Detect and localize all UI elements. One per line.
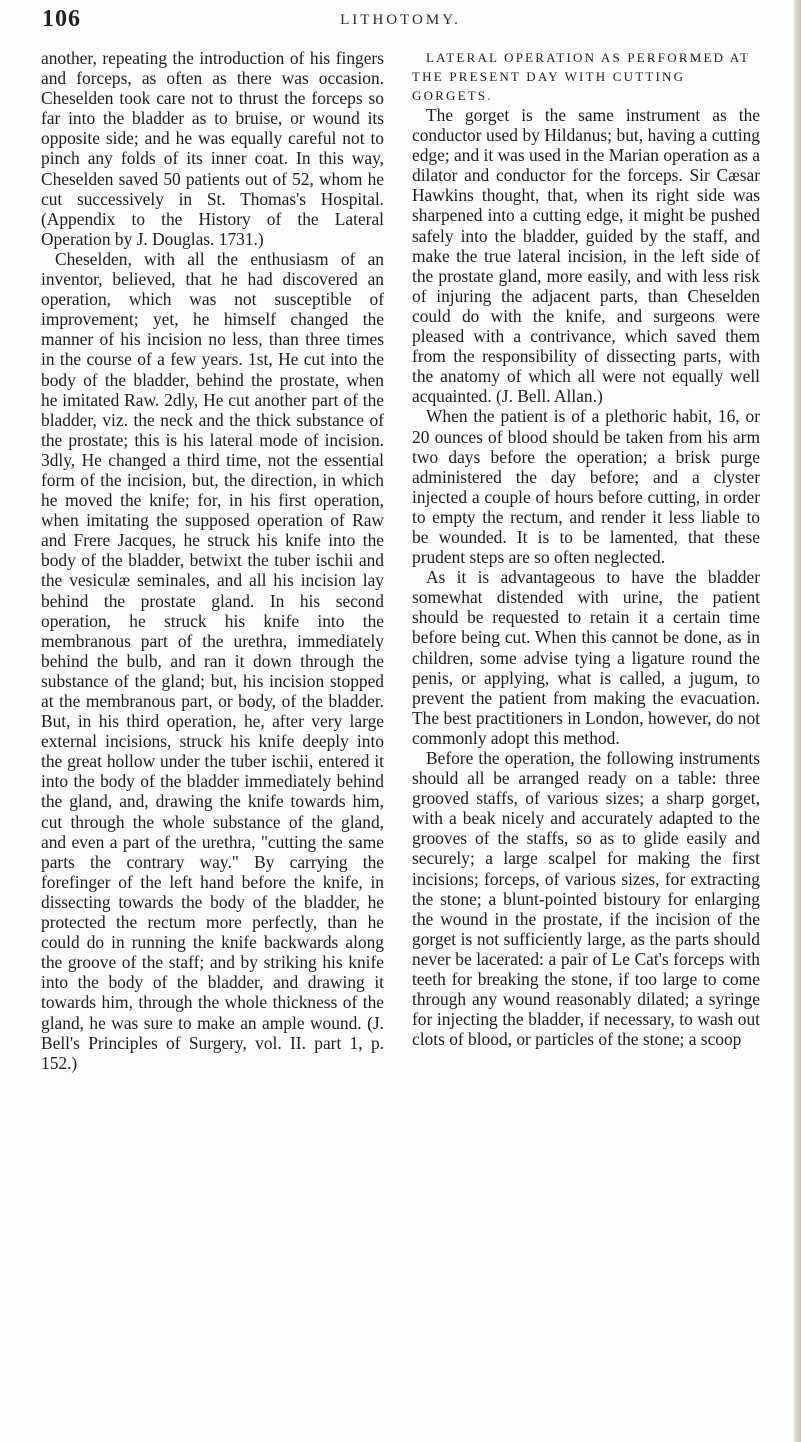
right-paragraph-3: As it is advantageous to have the bladder somewhat distended with urine, the patient should be requested to retain it a certain time before being cut. When this cannot be done, as in children, some advise tying a ligature round the penis, or applying, what is called, a jugum, to prevent the patient from making the evacuation. The best practitioners in London, however, do not commonly adopt this method. [412,567,760,748]
right-column [412,48,760,1418]
right-paragraph-4: Before the operation, the following instruments should all be arranged ready on a table: three grooved staffs, of various sizes; a sharp gorget, with a beak nicely and accurately adapted to the grooves of the staffs, so as to glide easily and securely; a large scalpel for making the first incisions; forceps, of various sizes, for extracting the stone; a blunt-pointed bistoury for enlarging the wound in the prostate, if the incision of the gorget is not sufficiently large, as the parts should never be lacerated: a pair of Le Cat's forceps with teeth for breaking the stone, if too large to come through any wound reasonably dilated; a syringe for injecting the bladder, if necessary, to wash out clots of blood, or particles of the stone; a scoop [412,748,760,1050]
column-gutter [398,50,399,1420]
page-number: 106 [42,6,81,32]
left-paragraph-2: Cheselden, with all the enthusiasm of an inventor, believed, that he had discovered an operation, which was not susceptible of improvement; yet, he himself changed the manner of his incision no less, than three times in the course of a few years. 1st, He cut into the body of the bladder, behind the prostate, when he imitated Raw. 2dly, He cut another part of the bladder, viz. the neck and the thick substance of the prostate; this is his lateral mode of incision. 3dly, He changed a third time, not the essential form of the incision, but, the direction, in which he moved the knife; for, in his first operation, when imitating the supposed operation of Raw and Frere Jacques, he struck his knife into the body of the bladder, betwixt the tuber ischii and the vesiculæ seminales, and all his incision lay behind the prostate gland. In his second operation, he struck his knife into the membranous part of the urethra, immediately behind the bulb, and ran it down through the substance of the gland; but, his incision stopped at the membranous part, or body, of the bladder. But, in his third operation, he, after very large external incisions, struck his knife deeply into the great hollow under the tuber ischii, entered it into the body of the bladder immediately behind the gland, and, drawing the knife towards him, cut through the whole substance of the gland, and even a part of the urethra, "cutting the same parts the contrary way." By carrying the forefinger of the left hand before the knife, in dissecting towards the body of the bladder, he protected the rectum more perfectly, than he could do in running the knife backwards along the groove of the staff; and by striking his knife into the body of the bladder, and drawing it towards him, through the whole thickness of the gland, he was sure to make an ample wound. (J. Bell's Principles of Surgery, vol. II. part 1, p. 152.) [41,248,384,1073]
right-paragraph-2: When the patient is of a plethoric habit, 16, or 20 ounces of blood should be taken from his arm two days before the operation; a brisk purge administered the day before; and a clyster injected a couple of hours before cutting, in order to empty the rectum, and render it less liable to be wounded. It is to be lamented, that these prudent steps are so often neglected. [412,406,760,568]
left-paragraph-1: another, repeating the introduction of his fingers and forceps, as often as there was occasion. Cheselden took care not to thrust the forceps so far into the bladder as to bruise, or wound its opposite side; and he was equally careful not to pinch any folds of its inner coat. In this way, Cheselden saved 50 patients out of 52, whom he cut successively in St. Thomas's Hospital. (Appendix to the History of the Lateral Operation by J. Douglas. 1731.) [41,48,384,249]
running-head: LITHOTOMY. [340,12,461,28]
page-edge [794,0,801,1442]
right-paragraph-1: The gorget is the same instrument as the conductor used by Hildanus; but, having a cutting edge; and it was used in the Marian operation as a dilator and conductor for the forceps. Sir Cæsar Hawkins thought, that, when its right side was sharpened into a cutting edge, it might be pushed safely into the bladder, guided by the staff, and make the true lateral incision, in the left side of the prostate gland, more easily, and with less risk of injuring the adjacent parts, than Cheselden could do with the knife, and surgeons were pleased with a contrivance, which saved them from the responsibility of dissecting parts, with the anatomy of which all were not equally well acquainted. (J. Bell. Allan.) [412,105,760,407]
left-column [41,48,384,1418]
section-heading: LATERAL OPERATION AS PERFORMED AT THE PRESENT DAY WITH CUTTING GORGETS. [412,50,750,103]
